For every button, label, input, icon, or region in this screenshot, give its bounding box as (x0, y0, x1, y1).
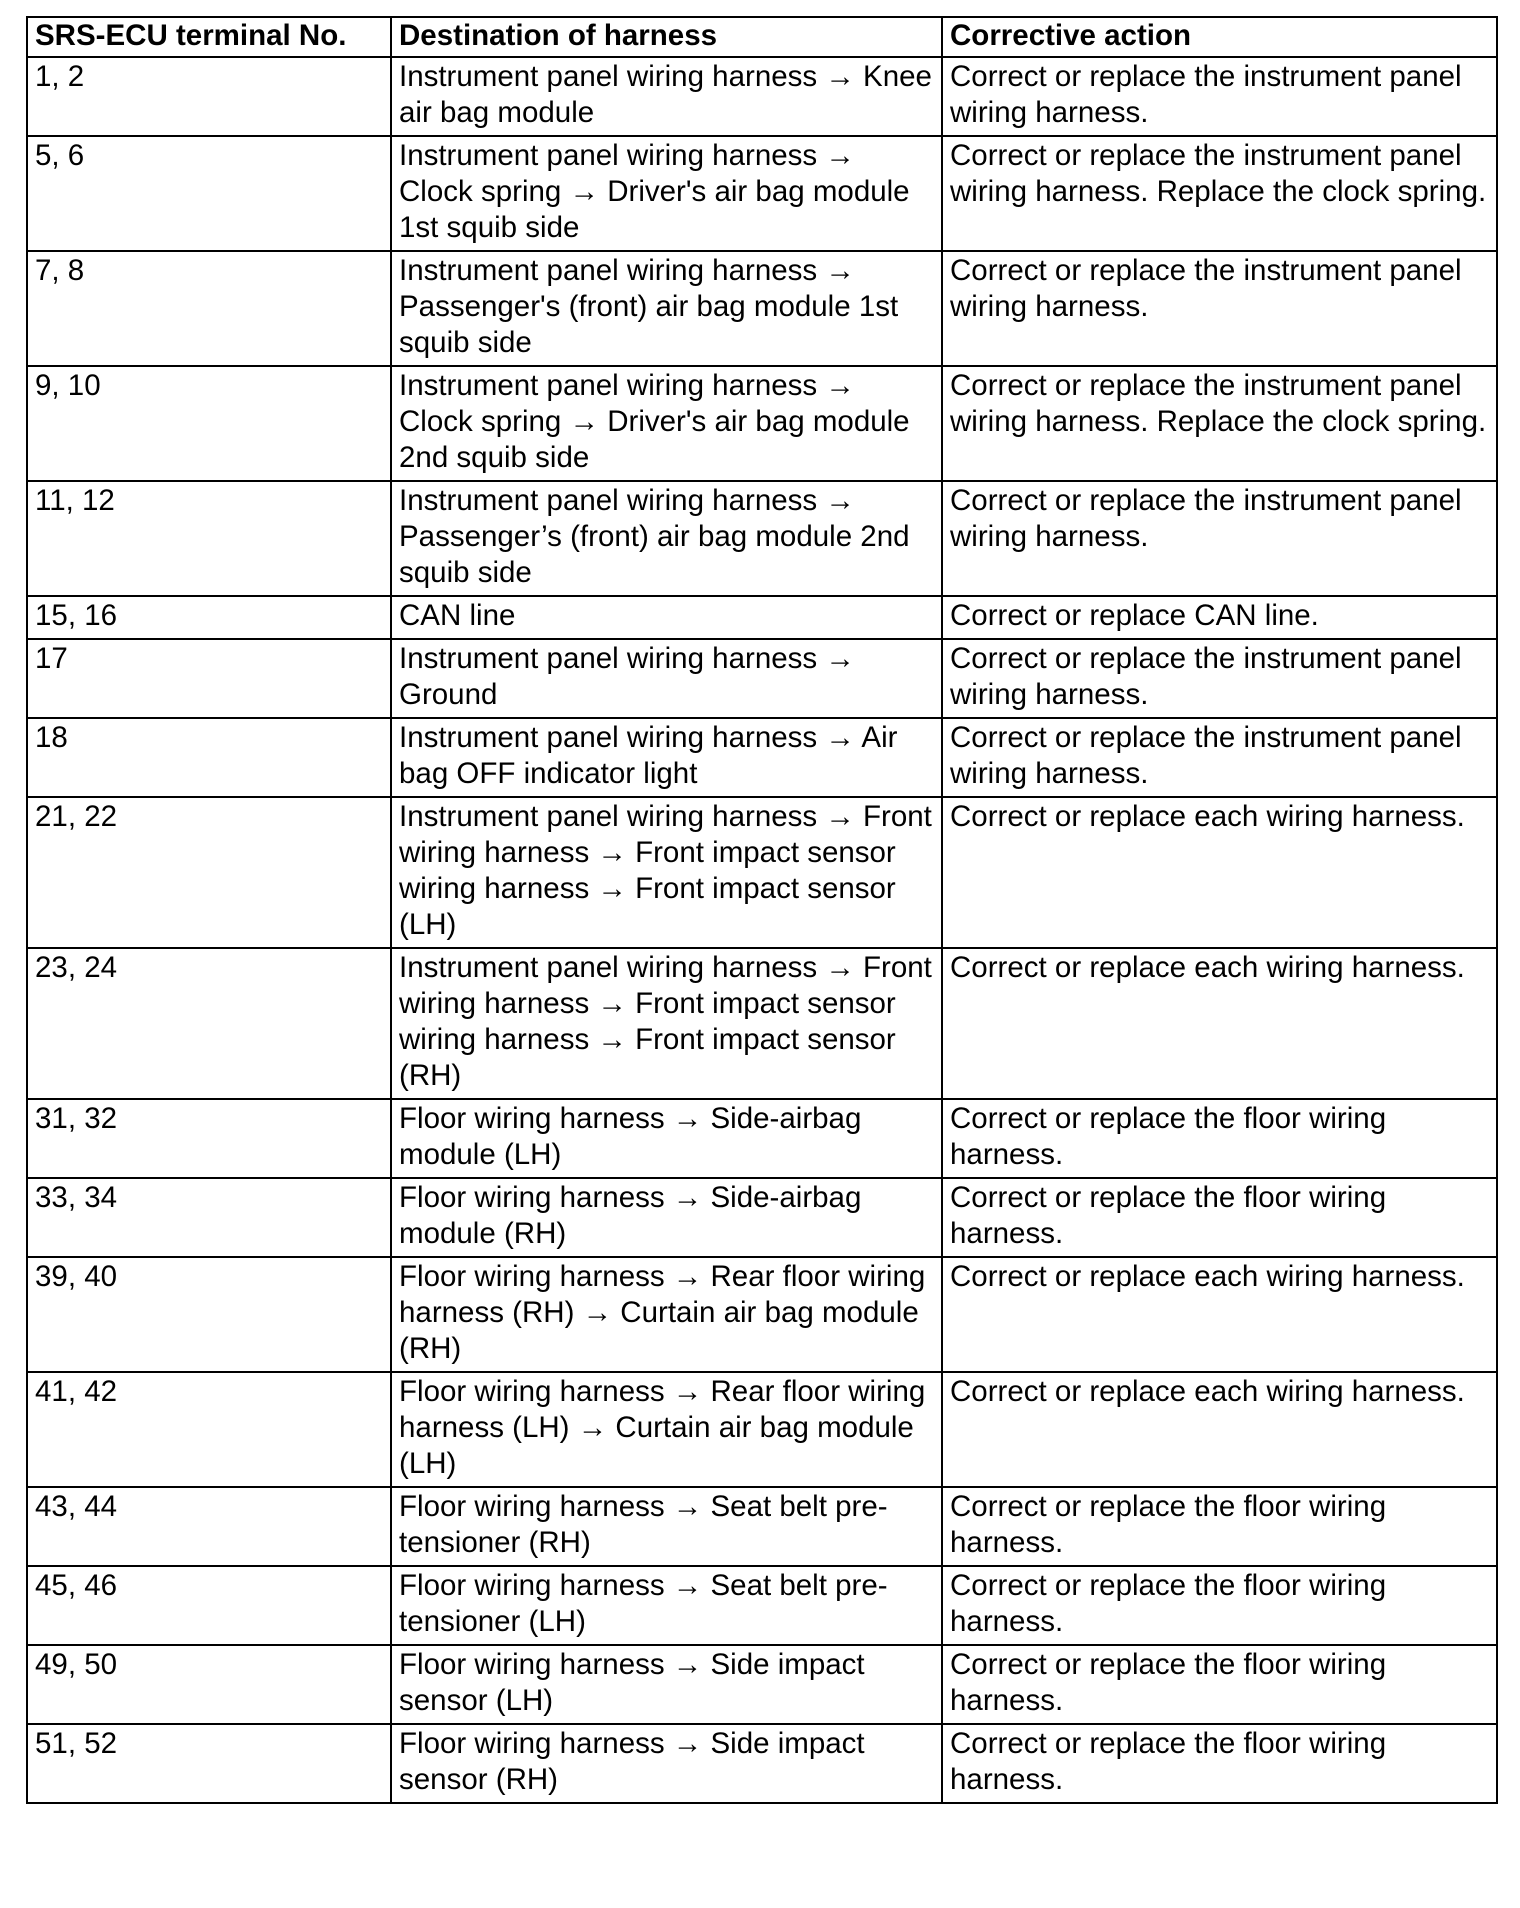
corrective-action-cell: Correct or replace the floor wiring harness. (942, 1487, 1497, 1566)
destination-cell: Floor wiring harness → Seat belt pre-tensioner (RH) (391, 1487, 942, 1566)
corrective-action-cell: Correct or replace each wiring harness. (942, 1372, 1497, 1487)
table-row (27, 1566, 1497, 1645)
terminal-cell: 49, 50 (27, 1645, 391, 1724)
destination-cell: Instrument panel wiring harness → Passenger's (front) air bag module 1st squib side (391, 251, 942, 366)
table-row (27, 948, 1497, 1099)
table-row (27, 1178, 1497, 1257)
destination-cell: CAN line (391, 596, 942, 639)
terminal-cell: 45, 46 (27, 1566, 391, 1645)
terminal-cell: 21, 22 (27, 797, 391, 948)
table-row (27, 1099, 1497, 1178)
destination-cell: Instrument panel wiring harness → Front wiring harness → Front impact sensor wiring harness → Front impact sensor (RH) (391, 948, 942, 1099)
table-row (27, 57, 1497, 136)
terminal-cell: 18 (27, 718, 391, 797)
terminal-cell: 51, 52 (27, 1724, 391, 1803)
table-row (27, 1257, 1497, 1372)
table-row (27, 797, 1497, 948)
destination-cell: Instrument panel wiring harness → Air bag OFF indicator light (391, 718, 942, 797)
table-row (27, 1372, 1497, 1487)
corrective-action-cell: Correct or replace each wiring harness. (942, 797, 1497, 948)
destination-cell: Floor wiring harness → Side impact sensor (RH) (391, 1724, 942, 1803)
table-row (27, 1487, 1497, 1566)
terminal-cell: 1, 2 (27, 57, 391, 136)
table-row (27, 1645, 1497, 1724)
destination-cell: Instrument panel wiring harness → Knee air bag module (391, 57, 942, 136)
destination-cell: Floor wiring harness → Rear floor wiring harness (LH) → Curtain air bag module (LH) (391, 1372, 942, 1487)
destination-cell: Floor wiring harness → Seat belt pre-tensioner (LH) (391, 1566, 942, 1645)
table-row (27, 251, 1497, 366)
corrective-action-cell: Correct or replace the floor wiring harness. (942, 1566, 1497, 1645)
terminal-cell: 33, 34 (27, 1178, 391, 1257)
terminal-cell: 39, 40 (27, 1257, 391, 1372)
header-corrective-action: Corrective action (942, 17, 1497, 57)
terminal-cell: 7, 8 (27, 251, 391, 366)
corrective-action-cell: Correct or replace the instrument panel wiring harness. (942, 251, 1497, 366)
corrective-action-cell: Correct or replace the floor wiring harness. (942, 1178, 1497, 1257)
terminal-cell: 11, 12 (27, 481, 391, 596)
terminal-cell: 17 (27, 639, 391, 718)
destination-cell: Instrument panel wiring harness → Clock spring → Driver's air bag module 1st squib side (391, 136, 942, 251)
corrective-action-cell: Correct or replace the instrument panel wiring harness. Replace the clock spring. (942, 366, 1497, 481)
corrective-action-cell: Correct or replace the instrument panel wiring harness. (942, 481, 1497, 596)
destination-cell: Floor wiring harness → Side impact sensor (LH) (391, 1645, 942, 1724)
terminal-cell: 23, 24 (27, 948, 391, 1099)
table-header-row (27, 17, 1497, 57)
corrective-action-cell: Correct or replace the instrument panel wiring harness. (942, 639, 1497, 718)
header-terminal: SRS-ECU terminal No. (27, 17, 391, 57)
destination-cell: Floor wiring harness → Side-airbag module (LH) (391, 1099, 942, 1178)
terminal-cell: 5, 6 (27, 136, 391, 251)
harness-table (26, 16, 1498, 1804)
corrective-action-cell: Correct or replace the floor wiring harness. (942, 1099, 1497, 1178)
table-row (27, 136, 1497, 251)
table-row (27, 639, 1497, 718)
corrective-action-cell: Correct or replace the floor wiring harness. (942, 1724, 1497, 1803)
destination-cell: Instrument panel wiring harness → Passenger’s (front) air bag module 2nd squib side (391, 481, 942, 596)
terminal-cell: 43, 44 (27, 1487, 391, 1566)
destination-cell: Floor wiring harness → Rear floor wiring harness (RH) → Curtain air bag module (RH) (391, 1257, 942, 1372)
table-body (27, 57, 1497, 1803)
terminal-cell: 15, 16 (27, 596, 391, 639)
table-row (27, 1724, 1497, 1803)
corrective-action-cell: Correct or replace the instrument panel wiring harness. Replace the clock spring. (942, 136, 1497, 251)
corrective-action-cell: Correct or replace each wiring harness. (942, 1257, 1497, 1372)
terminal-cell: 31, 32 (27, 1099, 391, 1178)
destination-cell: Instrument panel wiring harness → Clock spring → Driver's air bag module 2nd squib side (391, 366, 942, 481)
corrective-action-cell: Correct or replace the instrument panel wiring harness. (942, 718, 1497, 797)
destination-cell: Instrument panel wiring harness → Ground (391, 639, 942, 718)
table-row (27, 596, 1497, 639)
corrective-action-cell: Correct or replace each wiring harness. (942, 948, 1497, 1099)
corrective-action-cell: Correct or replace CAN line. (942, 596, 1497, 639)
corrective-action-cell: Correct or replace the instrument panel wiring harness. (942, 57, 1497, 136)
table-row (27, 718, 1497, 797)
terminal-cell: 9, 10 (27, 366, 391, 481)
destination-cell: Floor wiring harness → Side-airbag module (RH) (391, 1178, 942, 1257)
terminal-cell: 41, 42 (27, 1372, 391, 1487)
header-destination: Destination of harness (391, 17, 942, 57)
destination-cell: Instrument panel wiring harness → Front wiring harness → Front impact sensor wiring harness → Front impact sensor (LH) (391, 797, 942, 948)
table-row (27, 481, 1497, 596)
corrective-action-cell: Correct or replace the floor wiring harness. (942, 1645, 1497, 1724)
table-row (27, 366, 1497, 481)
